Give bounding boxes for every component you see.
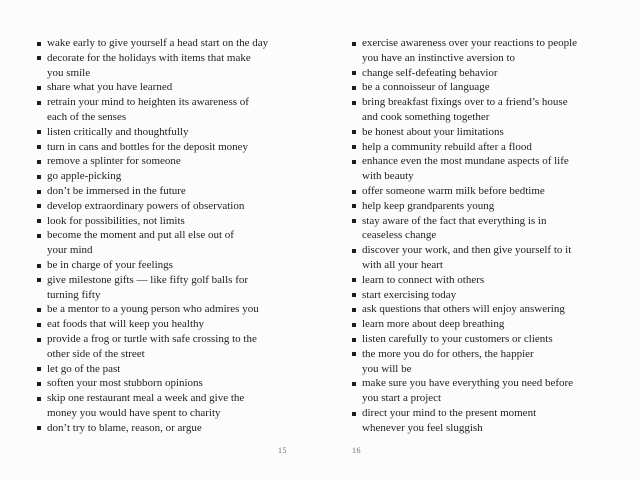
list-item: [37, 317, 293, 332]
bullet-square-icon: [37, 426, 41, 430]
entry-line: and cook something together: [362, 110, 490, 123]
bullet-square-icon: [352, 293, 356, 297]
bullet-square-icon: [352, 219, 356, 223]
entry-line: bring breakfast fixings over to a friend’s house: [362, 96, 568, 109]
bullet-square-icon: [37, 56, 41, 60]
list-item: [352, 184, 608, 199]
entry-line: listen carefully to your customers or clients: [362, 332, 553, 345]
entry-line: skip one restaurant meal a week and give the: [47, 392, 245, 405]
entry-line: help a community rebuild after a flood: [362, 140, 532, 153]
list-item: [352, 317, 608, 332]
entry-line: with all your heart: [362, 258, 443, 271]
list-item: [352, 288, 608, 303]
bullet-square-icon: [352, 352, 356, 356]
list-item: [352, 406, 608, 436]
bullet-square-icon: [352, 412, 356, 416]
entry-line: you will be: [362, 362, 412, 375]
entry-line: enhance even the most mundane aspects of life: [362, 155, 569, 168]
list-item: [37, 228, 293, 258]
bullet-square-icon: [37, 160, 41, 164]
list-item: [37, 391, 293, 421]
entry-line: help keep grandparents young: [362, 199, 495, 212]
list-item: [352, 376, 608, 406]
entry-line: your mind: [47, 244, 93, 257]
bullet-square-icon: [352, 160, 356, 164]
entry-line: go apple-picking: [47, 170, 122, 183]
page-number-right: 16: [352, 446, 361, 455]
list-item: [37, 273, 293, 303]
list-item: [37, 362, 293, 377]
page-right: [352, 36, 608, 466]
entry-line: give milestone gifts — like fifty golf balls for: [47, 273, 249, 286]
entry-list-left: [37, 36, 293, 436]
entry-line: learn more about deep breathing: [362, 318, 505, 331]
entry-line: eat foods that will keep you healthy: [47, 318, 205, 331]
bullet-square-icon: [352, 338, 356, 342]
list-item: [37, 140, 293, 155]
list-item: [37, 332, 293, 362]
list-item: [352, 66, 608, 81]
entry-line: develop extraordinary powers of observation: [47, 199, 245, 212]
bullet-square-icon: [37, 397, 41, 401]
entry-line: with beauty: [362, 170, 414, 183]
list-item: [37, 51, 293, 81]
list-item: [352, 36, 608, 66]
bullet-square-icon: [352, 130, 356, 134]
bullet-square-icon: [37, 130, 41, 134]
bullet-square-icon: [37, 323, 41, 327]
entry-line: wake early to give yourself a head start on the day: [47, 37, 269, 49]
bullet-square-icon: [37, 86, 41, 90]
entry-line: whenever you feel sluggish: [362, 421, 483, 434]
entry-line: direct your mind to the present moment: [362, 406, 537, 419]
bullet-square-icon: [37, 338, 41, 342]
entry-line: make sure you have everything you need before: [362, 377, 574, 390]
entry-line: be a connoisseur of language: [362, 81, 490, 94]
entry-line: be honest about your limitations: [362, 125, 504, 138]
entry-line: you smile: [47, 66, 91, 79]
entry-line: offer someone warm milk before bedtime: [362, 184, 545, 197]
entry-line: don’t be immersed in the future: [47, 184, 186, 197]
entry-line: learn to connect with others: [362, 273, 485, 286]
entry-line: each of the senses: [47, 110, 127, 123]
list-item: [37, 125, 293, 140]
bullet-square-icon: [37, 278, 41, 282]
list-item: [37, 184, 293, 199]
entry-line: soften your most stubborn opinions: [47, 377, 203, 390]
list-item: [352, 125, 608, 140]
list-item: [352, 273, 608, 288]
list-item: [37, 80, 293, 95]
bullet-square-icon: [352, 382, 356, 386]
bullet-square-icon: [352, 86, 356, 90]
list-item: [37, 169, 293, 184]
list-item: [352, 332, 608, 347]
entry-line: exercise awareness over your reactions to people: [362, 37, 578, 49]
bullet-square-icon: [37, 219, 41, 223]
list-item: [352, 140, 608, 155]
entry-line: become the moment and put all else out of: [47, 229, 234, 242]
list-item: [352, 347, 608, 377]
bullet-square-icon: [37, 264, 41, 268]
entry-line: money you would have spent to charity: [47, 406, 221, 419]
bullet-square-icon: [352, 278, 356, 282]
entry-line: decorate for the holidays with items that make: [47, 51, 251, 64]
list-item: [37, 95, 293, 125]
list-item: [352, 154, 608, 184]
bullet-square-icon: [37, 190, 41, 194]
list-item: [37, 199, 293, 214]
entry-line: retrain your mind to heighten its awareness of: [47, 96, 249, 109]
page-left: [37, 36, 293, 466]
list-item: [352, 214, 608, 244]
bullet-square-icon: [352, 190, 356, 194]
entry-line: turning fifty: [47, 288, 101, 301]
entry-list-right: [352, 36, 608, 436]
bullet-square-icon: [37, 101, 41, 105]
entry-line: ask questions that others will enjoy answering: [362, 303, 565, 316]
entry-line: don’t try to blame, reason, or argue: [47, 421, 202, 434]
entry-line: the more you do for others, the happier: [362, 347, 534, 360]
bullet-square-icon: [37, 204, 41, 208]
list-item: [37, 421, 293, 436]
bullet-square-icon: [37, 175, 41, 179]
bullet-square-icon: [352, 308, 356, 312]
bullet-square-icon: [352, 101, 356, 105]
entry-line: change self-defeating behavior: [362, 66, 498, 79]
bullet-square-icon: [352, 145, 356, 149]
bullet-square-icon: [37, 308, 41, 312]
entry-line: stay aware of the fact that everything is in: [362, 214, 547, 227]
list-item: [37, 154, 293, 169]
bullet-square-icon: [37, 367, 41, 371]
list-item: [37, 214, 293, 229]
entry-line: discover your work, and then give yourself to it: [362, 244, 572, 257]
list-item: [352, 95, 608, 125]
entry-line: be in charge of your feelings: [47, 258, 173, 271]
bullet-square-icon: [352, 42, 356, 46]
list-item: [352, 243, 608, 273]
entry-line: let go of the past: [47, 362, 121, 375]
list-item: [352, 80, 608, 95]
entry-line: remove a splinter for someone: [47, 155, 181, 168]
bullet-square-icon: [352, 71, 356, 75]
entry-line: turn in cans and bottles for the deposit money: [47, 140, 249, 153]
entry-line: be a mentor to a young person who admires you: [47, 303, 259, 316]
entry-line: you have an instinctive aversion to: [362, 51, 516, 64]
entry-line: share what you have learned: [47, 81, 173, 94]
entry-line: ceaseless change: [362, 229, 437, 242]
bullet-square-icon: [37, 234, 41, 238]
list-item: [37, 302, 293, 317]
page-number-left: 15: [278, 446, 287, 455]
entry-line: look for possibilities, not limits: [47, 214, 185, 227]
bullet-square-icon: [352, 204, 356, 208]
entry-line: you start a project: [362, 392, 442, 405]
bullet-square-icon: [37, 382, 41, 386]
list-item: [352, 199, 608, 214]
list-item: [352, 302, 608, 317]
bullet-square-icon: [352, 323, 356, 327]
bullet-square-icon: [37, 145, 41, 149]
entry-line: start exercising today: [362, 288, 457, 301]
entry-line: other side of the street: [47, 347, 145, 360]
list-item: [37, 258, 293, 273]
list-item: [37, 36, 293, 51]
bullet-square-icon: [352, 249, 356, 253]
entry-line: listen critically and thoughtfully: [47, 125, 189, 138]
entry-line: provide a frog or turtle with safe crossing to the: [47, 332, 257, 345]
bullet-square-icon: [37, 42, 41, 46]
list-item: [37, 376, 293, 391]
